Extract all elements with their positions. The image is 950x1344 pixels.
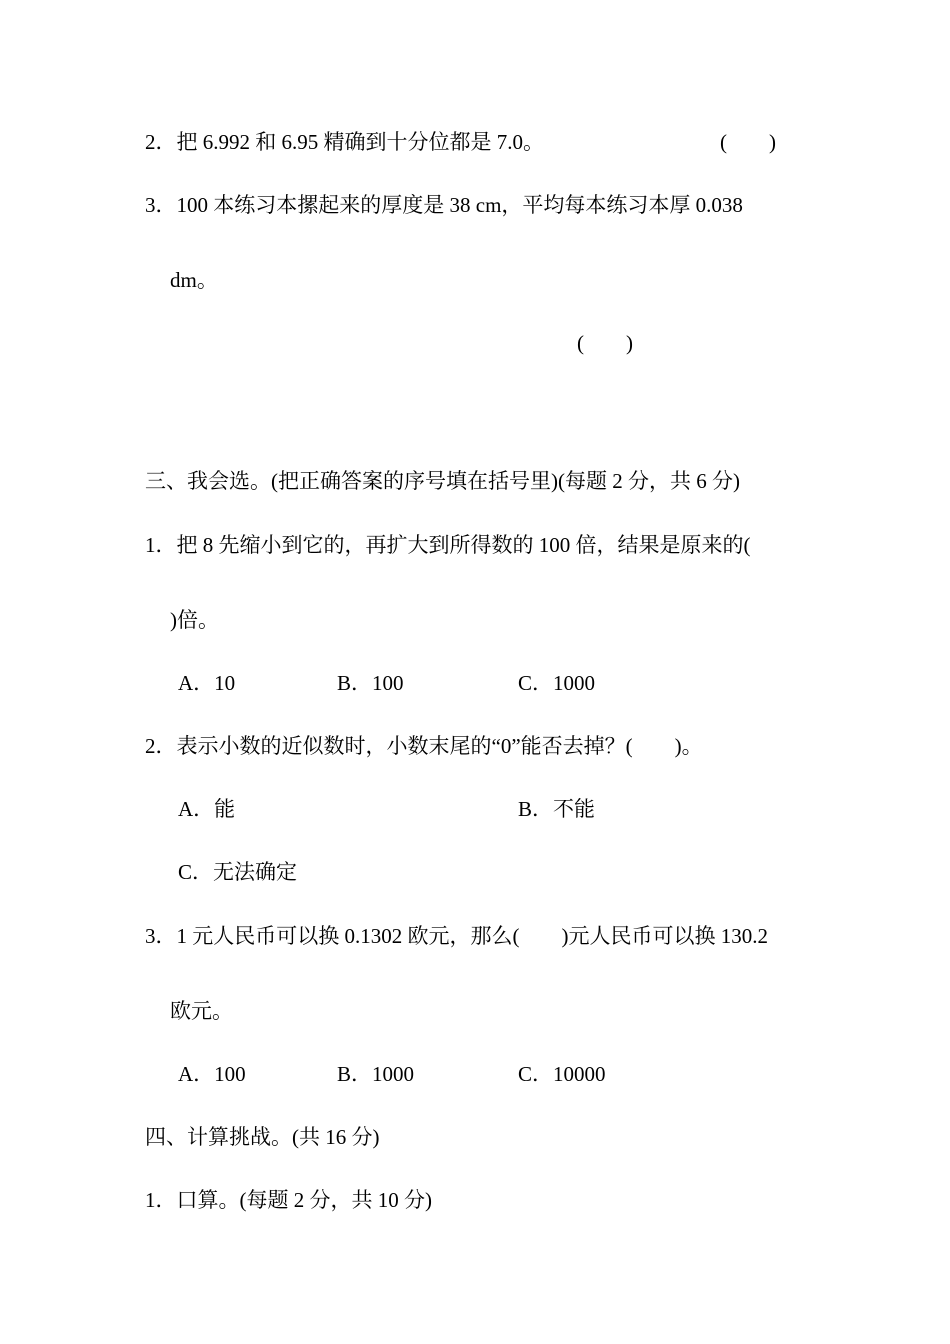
option-c: C．1000 (518, 671, 596, 695)
question-3-1-cont: )倍。 (170, 608, 219, 632)
option-a: A．100 (178, 1062, 246, 1086)
option-b: B．100 (337, 671, 404, 695)
question-2-3: 3．100 本练习本摞起来的厚度是 38 cm，平均每本练习本厚 0.038 (145, 193, 743, 217)
question-4-1: 1．口算。(每题 2 分，共 10 分) (145, 1188, 432, 1212)
option-c: C．无法确定 (178, 860, 298, 884)
question-3-3-cont: 欧元。 (170, 999, 233, 1023)
answer-bracket: ( ) (577, 331, 633, 355)
question-3-3: 3．1 元人民币可以换 0.1302 欧元，那么( )元人民币可以换 130.2 (145, 924, 768, 948)
option-a: A．能 (178, 797, 236, 821)
section-4-heading: 四、计算挑战。(共 16 分) (145, 1125, 380, 1149)
answer-bracket: ( ) (720, 130, 776, 154)
question-3-2: 2．表示小数的近似数时，小数末尾的“0”能否去掉？( )。 (145, 734, 703, 758)
question-2-3-cont: dm。 (170, 268, 218, 292)
option-a: A．10 (178, 671, 236, 695)
option-b: B．不能 (518, 797, 596, 821)
question-2-2: 2．把 6.992 和 6.95 精确到十分位都是 7.0。 (145, 130, 544, 154)
option-b: B．1000 (337, 1062, 415, 1086)
option-c: C．10000 (518, 1062, 606, 1086)
question-3-1: 1．把 8 先缩小到它的，再扩大到所得数的 100 倍，结果是原来的( (145, 533, 751, 557)
section-3-heading: 三、我会选。(把正确答案的序号填在括号里)(每题 2 分，共 6 分) (145, 469, 740, 493)
